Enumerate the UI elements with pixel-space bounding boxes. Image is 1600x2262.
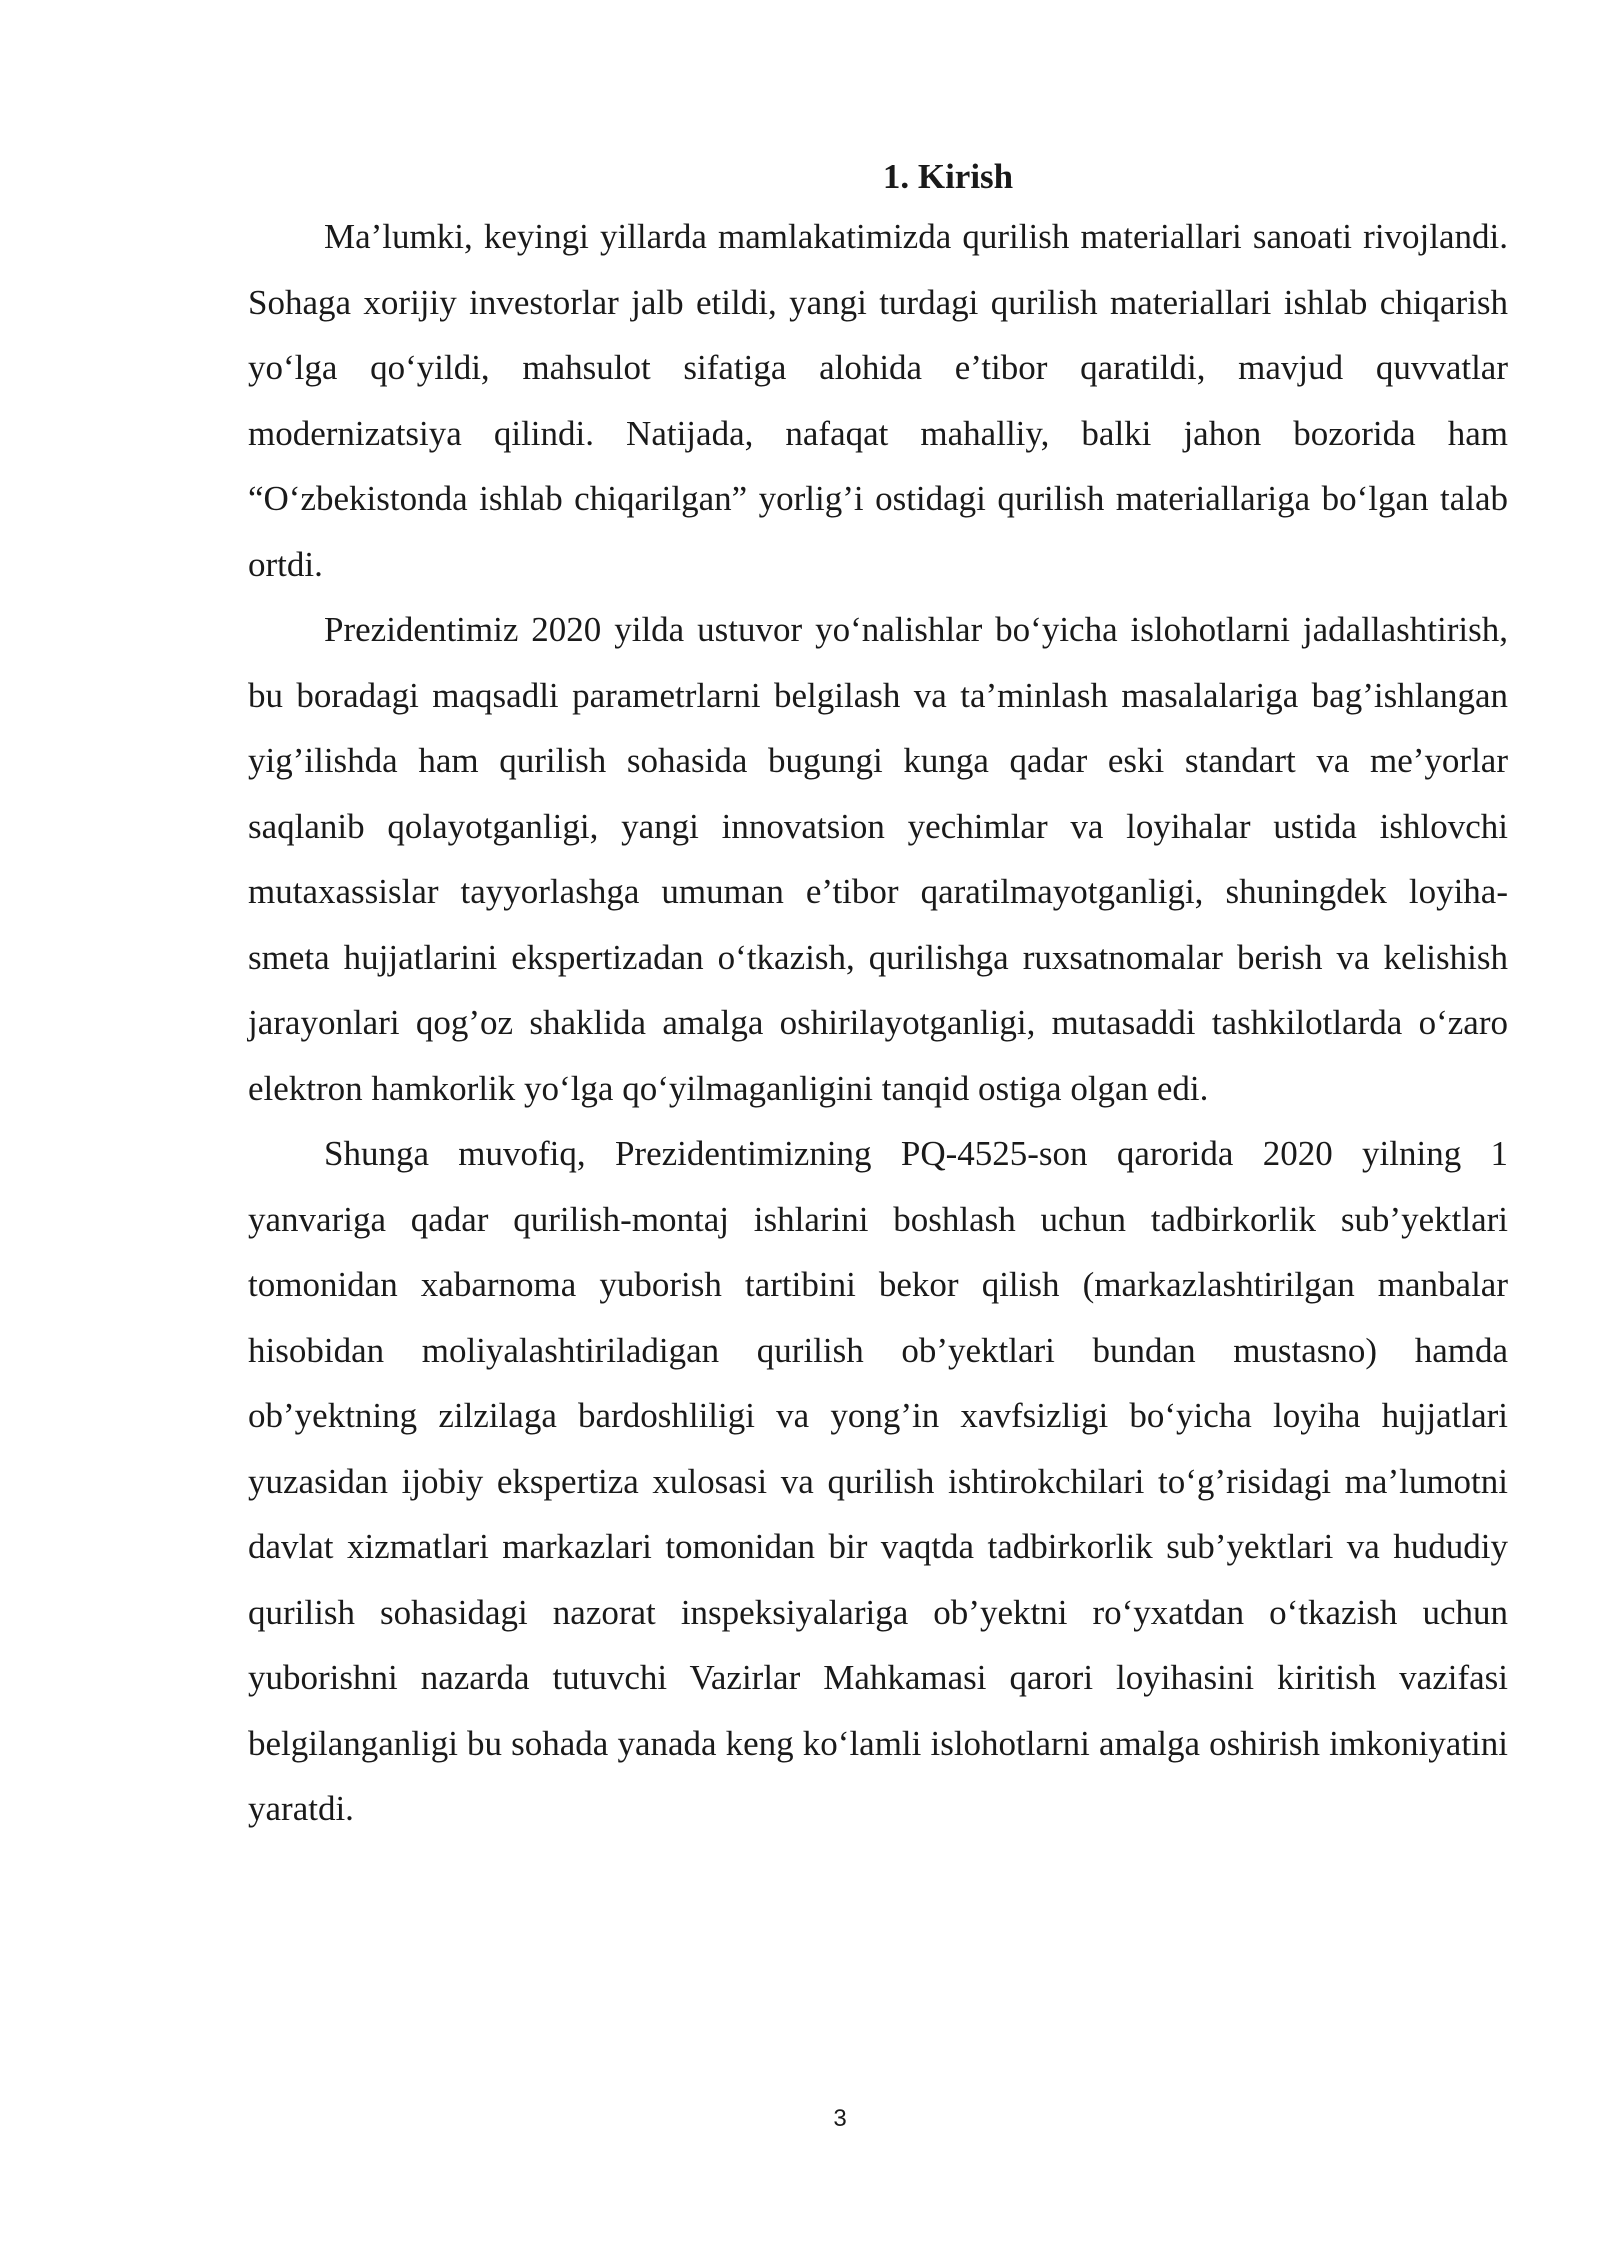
paragraph-3: Shunga muvofiq, Prezidentimizning PQ-4525-son qarorida 2020 yilning 1 yanvariga qadar qurilish-montaj ishlarini boshlash uchun tadbirkorlik sub’yektlari tomonidan xabarnoma yuborish tartibini bekor qilish (markazlashtirilgan manbalar hisobidan moliyalashtiriladigan qurilish ob’yektlari bundan mustasno) hamda ob’yektning zilzilaga bardoshliligi va yong’in xavfsizligi bo‘yicha loyiha hujjatlari yuzasidan ijobiy ekspertiza xulosasi va qurilish ishtirokchilari to‘g’risidagi ma’lumotni davlat xizmatlari markazlari tomonidan bir vaqtda tadbirkorlik sub’yektlari va hududiy qurilish sohasidagi nazorat inspeksiyalariga ob’yektni ro‘yxatdan o‘tkazish uchun yuborishni nazarda tutuvchi Vazirlar Mahkamasi qarori loyihasini kiritish vazifasi belgilanganligi bu sohada yanada keng ko‘lamli islohotlarni amalga oshirish imkoniyatini yaratdi. [248, 1134, 1508, 1828]
section-heading: 1. Kirish [882, 157, 1014, 196]
page-content [248, 150, 1508, 1842]
page-number: 3 [833, 2105, 847, 2132]
paragraph-2: Prezidentimiz 2020 yilda ustuvor yo‘nalishlar bo‘yicha islohotlarni jadallashtirish, bu boradagi maqsadli parametrlarni belgilash va ta’minlash masalalariga bag’ishlangan yig’ilishda ham qurilish sohasida bugungi kunga qadar eski standart va me’yorlar saqlanib qolayotganligi, yangi innovatsion yechimlar va loyihalar ustida ishlovchi mutaxassislar tayyorlashga umuman e’tibor qaratilmayotganligi, shuningdek loyiha-smeta hujjatlarini ekspertizadan o‘tkazish, qurilishga ruxsatnomalar berish va kelishish jarayonlari qog’oz shaklida amalga oshirilayotganligi, mutasaddi tashkilotlarda o‘zaro elektron hamkorlik yo‘lga qo‘yilmaganligini tanqid ostiga olgan edi. [248, 610, 1508, 1108]
paragraph-1: Ma’lumki, keyingi yillarda mamlakatimizda qurilish materiallari sanoati rivojlandi. Sohaga xorijiy investorlar jalb etildi, yangi turdagi qurilish materiallari ishlab chiqarish yo‘lga qo‘yildi, mahsulot sifatiga alohida e’tibor qaratildi, mavjud quvvatlar modernizatsiya qilindi. Natijada, nafaqat mahalliy, balki jahon bozorida ham “O‘zbekistonda ishlab chiqarilgan” yorlig’i ostidagi qurilish materiallariga bo‘lgan talab ortdi. [248, 217, 1508, 584]
